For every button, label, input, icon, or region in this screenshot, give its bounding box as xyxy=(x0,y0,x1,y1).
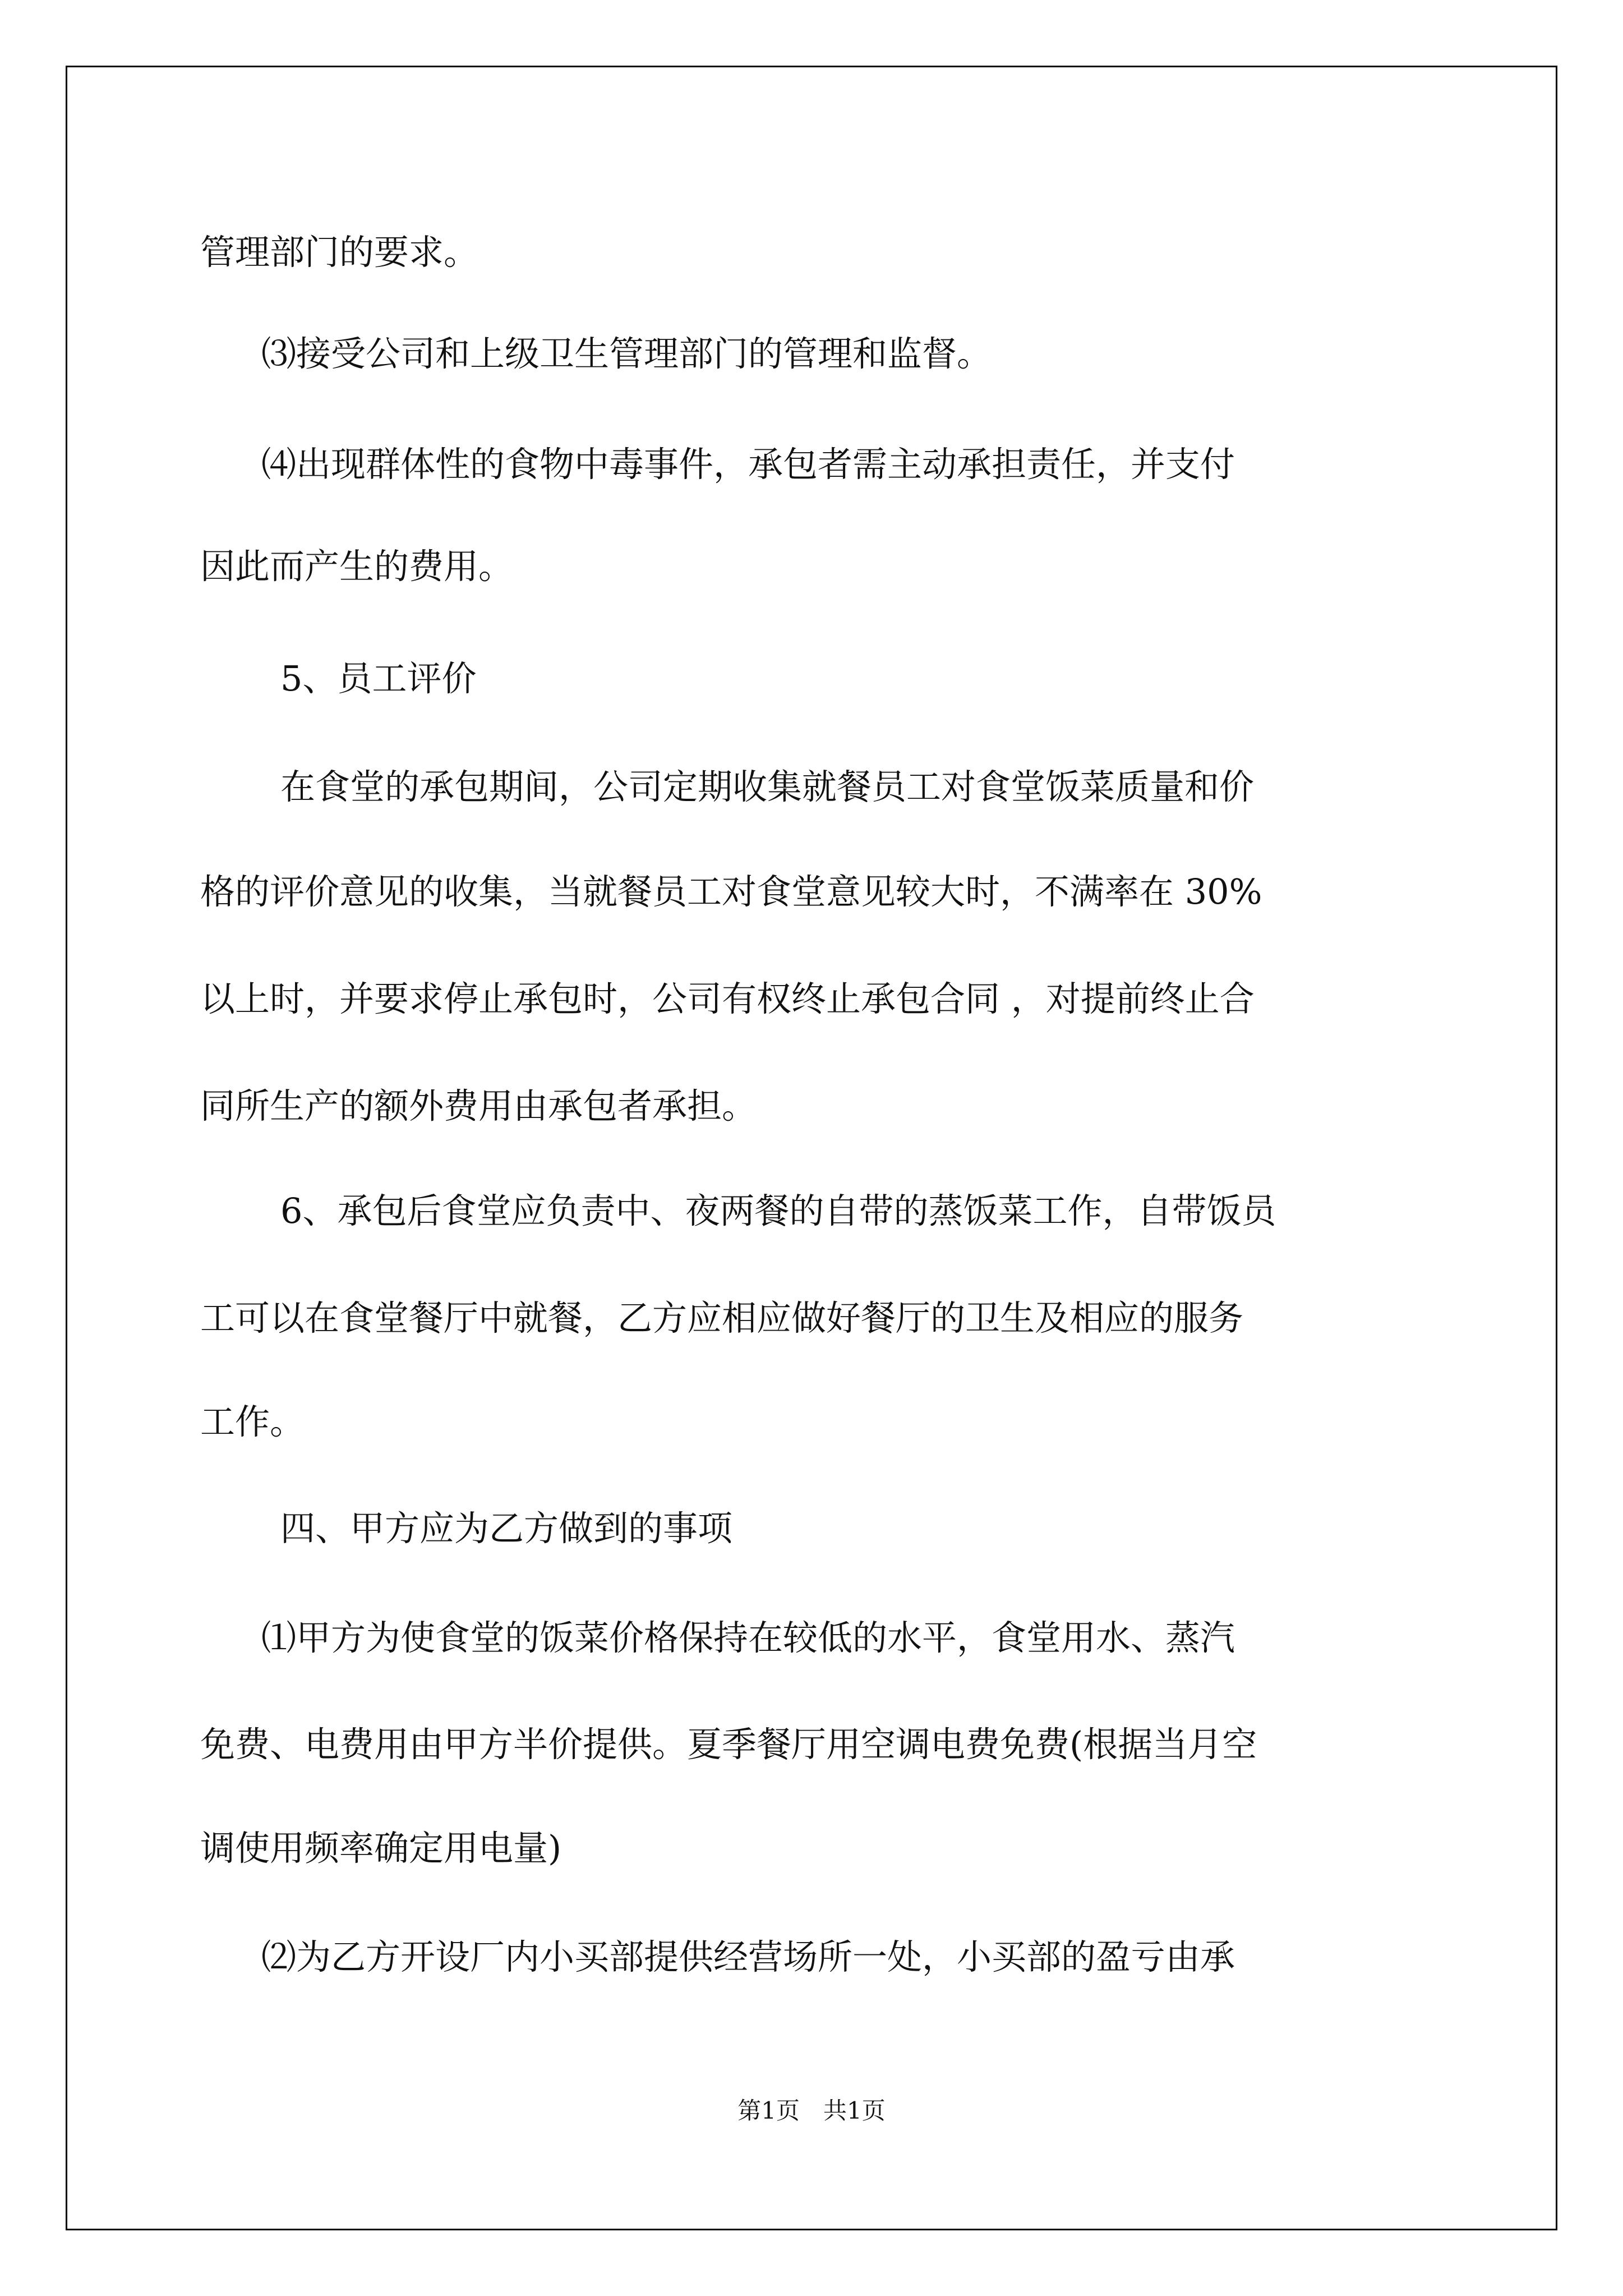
line-text: 5、员工评价 xyxy=(280,658,477,699)
paragraph-line xyxy=(0,974,1623,1024)
line-text: 6、承包后食堂应负责中、夜两餐的自带的蒸饭菜工作，自带饭员 xyxy=(280,1190,1276,1231)
line-text: 工作。 xyxy=(200,1401,305,1442)
line-text: ⑵为乙方开设厂内小买部提供经营场所一处，小买部的盈亏由承 xyxy=(261,1936,1235,1977)
paragraph-line xyxy=(0,227,1623,278)
paragraph-line xyxy=(0,329,1623,379)
line-text: 四、甲方应为乙方做到的事项 xyxy=(280,1508,733,1549)
paragraph-line xyxy=(0,1081,1623,1131)
line-text: ⑴甲方为使食堂的饭菜价格保持在较低的水平，食堂用水、蒸汽 xyxy=(261,1617,1235,1658)
page-number-footer: 第1页 共1页 xyxy=(737,2097,886,2124)
line-text: 以上时，并要求停止承包时，公司有权终止承包合同 ，对提前终止合 xyxy=(200,978,1255,1019)
paragraph-line xyxy=(0,1186,1623,1236)
paragraph-line xyxy=(0,1397,1623,1447)
section-heading xyxy=(0,1503,1623,1554)
paragraph-line xyxy=(0,439,1623,490)
paragraph-line xyxy=(0,1293,1623,1343)
line-text: 工可以在食堂餐厅中就餐，乙方应相应做好餐厅的卫生及相应的服务 xyxy=(200,1297,1244,1338)
paragraph-line xyxy=(0,867,1623,917)
paragraph-line xyxy=(0,1932,1623,1982)
line-text: 格的评价意见的收集，当就餐员工对食堂意见较大时，不满率在 30% xyxy=(200,871,1262,912)
line-text: ⑷出现群体性的食物中毒事件，承包者需主动承担责任，并支付 xyxy=(261,444,1235,485)
section-heading xyxy=(0,654,1623,704)
line-text: 免费、电费用由甲方半价提供。夏季餐厅用空调电费免费(根据当月空 xyxy=(200,1724,1257,1765)
paragraph-line xyxy=(0,1613,1623,1663)
paragraph-line xyxy=(0,762,1623,812)
line-text: ⑶接受公司和上级卫生管理部门的管理和监督。 xyxy=(261,333,992,374)
page-border xyxy=(66,66,1557,2230)
paragraph-line xyxy=(0,1823,1623,1874)
line-text: 同所生产的额外费用由承包者承担。 xyxy=(200,1085,757,1126)
line-text: 管理部门的要求。 xyxy=(200,232,479,273)
paragraph-line xyxy=(0,1719,1623,1770)
line-text: 因此而产生的费用。 xyxy=(200,546,514,587)
line-text: 调使用频率确定用电量) xyxy=(200,1828,562,1869)
paragraph-line xyxy=(0,541,1623,592)
line-text: 在食堂的承包期间，公司定期收集就餐员工对食堂饭菜质量和价 xyxy=(280,766,1255,807)
